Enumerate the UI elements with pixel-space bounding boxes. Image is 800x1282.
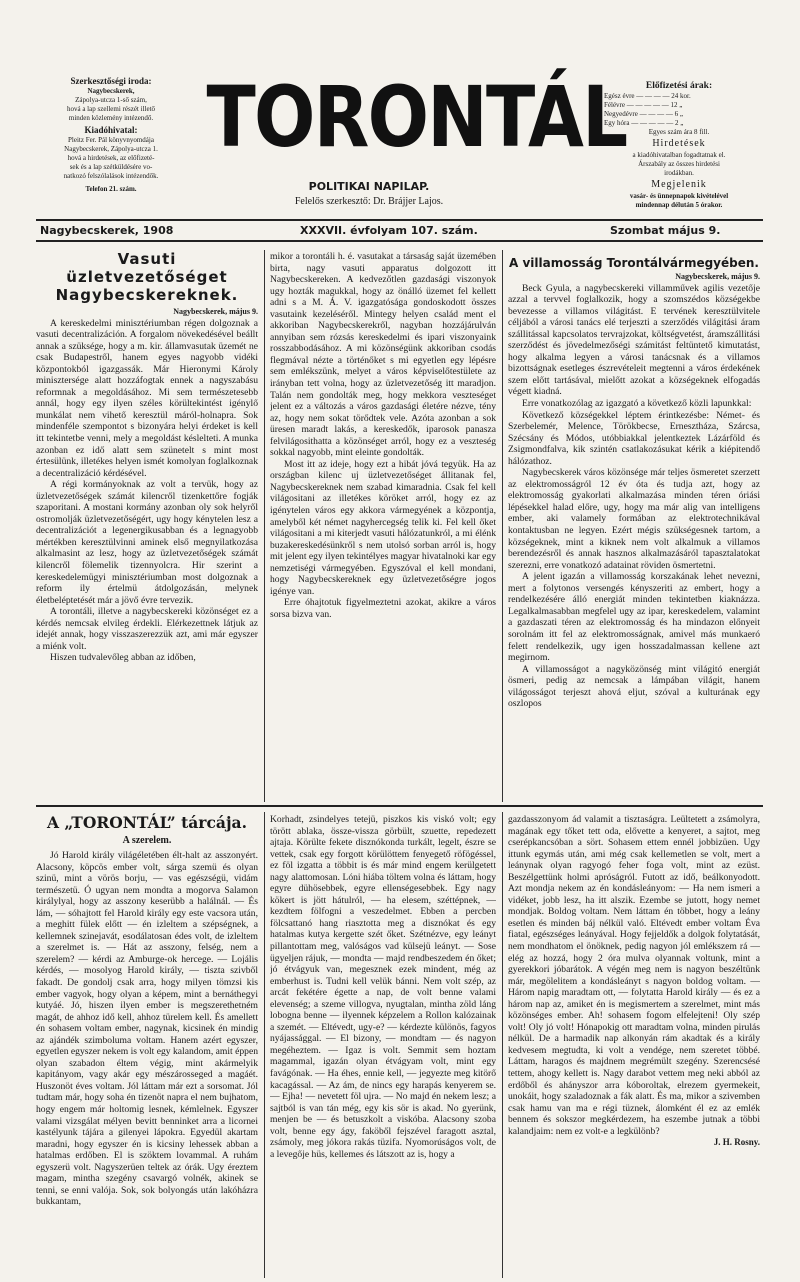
rule-bottom	[36, 240, 763, 242]
dateline-date: Szombat május 9.	[610, 224, 721, 237]
article-electricity-column	[508, 256, 760, 802]
railway-title-line2: Nagybecskereknek.	[55, 286, 239, 304]
subscription-box	[604, 80, 754, 210]
publication-heading: Megjelenik	[651, 179, 707, 190]
electricity-paragraph: Következő községekkel léptem érintkezésbe: Német- és Szerbelemér, Melence, Törökbecse, Ernesztháza, Szárcsa, Szécsány és Módos, utóbbiakkal jelentkeztek Lázárföld és Zsigmondfalva, kik szintén csatlakozásukat kérik a kiépitendő hálózathoz.	[508, 409, 760, 467]
rule-top	[36, 219, 763, 221]
publication-line: mindennap délután 5 órakor.	[635, 201, 723, 209]
price-row: Egész évre — — — — 24 kor.	[604, 92, 691, 100]
publisher-office-heading: Kiadóhivatal:	[84, 125, 138, 135]
feuilleton-paragraph: Korhadt, zsindelyes tetejü, piszkos kis viskó volt; egy törött ablaka, össze-vissza görbült, szuette, repedezett ajtaja. Körülte fekete disznókonda turkált, legelt, észre se vettek, csak egy forgott körülöttem fenyegető röfögéssel, ez föl izgatta a többit is és már mind engem kerülgetett nagy alattomosan. Lóni hiába töltem volna és láttam, hogy egyre dühösebbek, egyre ellenségesebbek. Egy nagy kökert is jött hátulról, — ha elesem, széttépnek, — kezdtem fölfogni a veszedelmet. Ebben a percben fölcsattanó hang riasztotta meg a disznókat és egy hatalmas kutya kergette szét őket. Szétnézve, egy leányt pillantottam meg, valóságos vad külsejü leányt. — Sose ügyeljen rájuk, — mondta — majd rendbeszedem én őket; jó étvágyuk van, megesznek ezek mindent, még az emberhust is. Tudni kell velük bánni. Nem volt szép, az arcát fekétére égette a nap, de volt benne valami elevenség; a szeme villogva, nyugtalan, mintha zöld láng lobogna benne — ilyennek képzelem a Rollon kalózainak a szemét. — Eltévedt, ugy-e? — kérdezte különös, fagyos nyájassággal. — El bizony, — mondtam — és nagyon megéheztem. — Igaz is volt. Semmit sem hoztam magammal, igazán olyan étvágyam volt, mint egy favágónak. — Ha éhes, ennie kell, — jegyezte meg kitörő kacagással. — Az ám, de nincs egy harapás kenyerem se. — Ejha! — nevetett föl ujra. — No majd én nekem lesz; a sajtból is van tán még, egy kis sör is akad. No gyerünk, menjen be — és betuszkolt a viskóba. Alacsony szoba volt, benne egy ágy, faköből fejszével faragott asztal, zsámoly, meg jókora rakás tüzifa. Nyomorúságos volt, de a levegője hüs, kellemes és látszott az is, hogy a	[270, 814, 496, 1160]
price-row: Félévre — — — — — 12 „	[604, 101, 683, 109]
publisher-office-line: Nagybecskerek, Zápolya-utcza 1.	[64, 145, 158, 153]
feuilleton-author: J. H. Rosny.	[713, 1137, 760, 1148]
newspaper-title: TORONTÁL	[206, 68, 627, 166]
subscription-heading: Előfizetési árak:	[645, 81, 713, 91]
editorial-office-line: Nagybecskerek,	[87, 87, 135, 95]
editorial-office-box	[40, 76, 182, 194]
column-divider	[502, 250, 503, 802]
phone-number: Telefon 21. szám.	[85, 185, 137, 193]
dateline-place: Nagybecskerek, 1908	[40, 224, 174, 237]
ads-heading: Hirdetések	[652, 138, 706, 149]
publisher-office-line: natkozó felszólalások intézendők.	[63, 172, 159, 180]
dateline-volume: XXXVII. évfolyam 107. szám.	[300, 224, 478, 237]
column-divider	[264, 250, 265, 802]
railway-title-line1: Vasuti üzletvezetőséget	[66, 250, 228, 286]
feuilleton-column-3	[508, 814, 760, 1278]
price-row: Egy hóra — — — — — 2 „	[604, 119, 684, 127]
ads-line: a kiadóhivatalban fogadtatnak el.	[632, 151, 726, 159]
railway-byline: Nagybecskerek, május 9.	[173, 307, 258, 316]
editorial-office-line: hová a lap szellemi részét illető	[66, 105, 156, 113]
price-row: Negyedévre — — — — 6 „	[604, 110, 683, 118]
editorial-office-line: minden közlemény intézendő.	[68, 114, 154, 122]
feuilleton-title: A „TORONTÁL” tárcája.	[46, 813, 248, 832]
railway-paragraph: mikor a torontáli h. é. vasutakat a társaság saját üzemében birta, nagy vasuti apparatus dolgozott itt Nagybecskereken. A kedvezőtlen gazdasági viszonyok ugy hozták magukkal, hogy az önálló üzemet fel kellett adni s a M. Á. V. igazgatósága gondoskodott összes vasutaink kezeléséről. Mintegy helyen család ment el akkoriban Nagybecskerekről, nagyban hozzájárulván annyiban sem rózsás kereskedelmi és ipari viszonyaink rosszabbodásához. A mi közönségünk akkoriban csodás flegmával nézte a történőket s mi egyetlen egy lépésre sem emlékszünk, melyet a város képviselőtestülete az irányban tett volna, hogy az üzletvezetőség itt maradjon. Talán nem gondolták meg, hogy mekkora veszteséget jelent ez a változás a város gazdasági életére nézve, tény az, hogy nem sokat törődtek vele. Azóta azonban a sok üresen maradt lakás, a kereskedők, iparosok panasza felvilágosithatta a közönséget arról, hogy ez a veszteség sokkal nagyobb, mint eleinte gondolták.	[270, 251, 496, 459]
editorial-office-line: Zápolya-utcza 1-ső szám,	[75, 96, 147, 104]
electricity-paragraph: A jelent igazán a villamosság korszakának lehet nevezni, mert a folytonos versengés kényszeriti az embert, hogy a rendelkezésére álló energiát minden tekintetben kiaknázza. Legalkalmasabban megfelel ugy az ipar, kereskedelem, valamint a gazdaszati téren az elektromosság és ha mindazon előnyeit sorolnám itt fel az elektromosságnak, amivel más munkaeró felett rendelkezik, ugy igen hosszadalmassan kellene azt megirnom.	[508, 571, 760, 664]
electricity-title: A villamosság Torontálvármegyében.	[509, 256, 759, 270]
ads-line: irodákban.	[664, 169, 694, 177]
railway-paragraph: A torontáli, illetve a nagybecskereki közönséget ez a kérdés nemcsak elvileg érdekli. Elérkezettnek látjuk az idejét annak, hogy visszaszerezzük azt, ami már egyszer a miénk volt.	[36, 606, 258, 652]
railway-paragraph: Most itt az ideje, hogy ezt a hibát jóvá tegyük. Ha az országban kilenc uj üzletvezetőséget állitanak fel, Nagybecskereknek nem szabad kimaradnia. Csak fel kell világositani az illetékes köröket arról, hogy ez az igénytelen város egy akkora vármegyének a központja, amelyből két német nagyhercegség telik ki. Fel kell őket világositani a mi kiterjedt vasuti hálózatunkról, a mi élénk buzakereskedésünkről s nem utolsó sorban arról is, hogy mit jelent egy ilyen tekintélyes magyar hivatalnoki kar egy nemzetiségi vármegyében. Egyszóval el kell mondani, hogy Nagybecskereknek egy üzletvezetőségre jogos igénye van.	[270, 458, 496, 597]
electricity-paragraph: Beck Gyula, a nagybecskereki villamművek agilis vezetője azzal a tervvel foglalkozik, hogy a szomszédos községekbe bevezesse a villamos világitást. E tervének keresztülvitele céljából a városi tanács elé terjeszti a szerződés világitási áram szállitással kapcsolatos tervrajzokat, költségvetést, áramszállitási szerződést és jövedelmezőségi számitást feltüntető kimutatást, hogy alkalma legyen a városi tanácsnak és a villamos bizottságnak esetleges észrevételeit megtenni a város érdekének szem előtt tartásával, mielőtt azokat a községeknek elfogadás végett kiadná.	[508, 282, 760, 398]
electricity-paragraph: Nagybecskerek város közönsége már teljes ösmeretet szerzett az elektromosságról 12 év óta és tudja azt, hogy az elektromosság gyakorlati alkalmazása minden téren óriási lépésekkel halad előre, ugy, hogy ma már alig van intelligens ember, aki valamely formában az elektrotechnikával kontaktusban ne legyen. Ezért mégis szükségesnek tartom, a községeknek, mint a kiknek nem volt alkalmuk a villamos berendezésről és annak hasznos alkalmazásáról tapasztalatokat szerezni, erre vonatkozó adatainat röviden ösmertetni.	[508, 467, 760, 571]
publication-line: vasár- és ünnepnapok kivételével	[629, 192, 729, 200]
article-railway-column-2	[270, 251, 496, 793]
electricity-paragraph: A villamosságot a nagyközönség mint világitó energiát ösmeri, pedig az nemcsak a lámpában világit, hanem világosságot terjeszt ahová eljut, szóval a kulturának egy oszlopos	[508, 663, 760, 710]
electricity-paragraph: Erre vonatkozólag az igazgató a következő közli lapunkkal:	[522, 398, 752, 410]
publisher-office-line: hová a hirdetések, az előfizeté-	[67, 154, 155, 162]
article-railway-column-1	[36, 250, 258, 804]
column-divider	[502, 812, 503, 1278]
feuilleton-column-2	[270, 814, 496, 1278]
publisher-office-line: Pleitz Fer. Pál könyvnyomdája	[68, 136, 154, 144]
feuilleton-paragraph: Jó Harold király világéletében élt-halt az asszonyért. Alacsony, köpcös ember volt, sárga szemü és olyan szinü, mint a vörös borju, — vas egészségü, vidám természetü. Ó ugyan nem mondta a mogorva Salamon királylyal, hogy az asszony keserübb a halálnál. — És lám, — sóhajtott fel Harold király egy este vacsora után, a meghitt fülek előtt — én izleltem a szépségnek, a kellemnek szinejavát, esodálatosan édes volt, de izleltem a szerelmet is. — Hát az asszony, felség, nem a szerelem? — kérdi az Amburge-ok hercege. — Lojális kérdés, — mosolyog Harold király, — tiszta szivből fakadt. De gondolj csak arra, hogy milyen tömzsi kis ember vagyok, hogy olyan a képem, mint a bernáthegyi kutyáé. Jó, hiszen ilyen ember is megszerethetném magát, de ahhoz idő kell, ahhoz türelem kell. És amellett én sohasem voltam ember, nagynak, kicsinek én mindig az ajándék szimboluma voltam. Hanem azért egyszer, egyetlen egyszer nekem is volt egy kalandom, amit éppen olyan szabadon éltem végig, mint akármelyik kapitányom, vagy akár egy mészárosseged a magáét. Huszonöt éves voltam. Jól láttam már ezt a sorsomat. Jól tudtam már, hogy soha én tizenöt napra el nem bujhatom, hogy engem már holtomig lesnek, kémlelnek. Egyszer valami vizsgálat mélyen bevitt benninket arra a licornei kastélyunk tájára a gilenyei lápokra. Egyedül akartam maradni, hogy egyszer én is kicsiny lehessek abban a hatalmas erdőben. El is szöktem lovammal. A ruhám egyszerü volt. Nagyszerüen teltek az órák. Ugy éreztem magam, mintha szegény csavargó volnék, akinek se tenni, se enni valója. Sok, sok bolyongás után lakóházra bukkantam,	[36, 850, 258, 1208]
feuilleton-paragraph: gazdasszonyom ád valamit a tisztaságra. Leültetett a zsámolyra, magának egy tőket tett oda, elővette a kenyeret, a sajtot, meg cserépkancsóban a sört. Sohasem ettem ennél jobbizüen. Ugy ittunk egymás után, ami még csak kellemetlen se volt, mert a leánynak olyan ragyogó feher foga volt, mint az ezüst. Beszélgettünk holmi apróságról. Futott az idő, beálkonyodott. Azt mondja nekem az én kondásleányom: — Ha nem ismeri a vidéket, jobb lesz, ha itt alszik. Ezembe se jutott, hogy nemet mondjak. Boldog voltam. Nem láttam én többet, hogy a leány esetlen és minden báj nélkül való. Eltévedt ember voltam Éva fiatal, egészséges leányával. Hogy fejjeldők a dolgok folytatását, nem mondhatom el önöknek, pedig nagyon jól emlékszem rá — elég az hozzá, hogy 2 óra mulva olyannak voltunk, mint a gyerekkori jóbarátok. A végén meg nem is nagyon beszéltünk már, megölelitem a kondásleányt s nagyon boldog voltam. — Három napig maradtam ott, — folytatta Harold király — és ez a három nap az, amiket én is megismertem a szerelmet, mint más közönséges ember. Ah! sohasem fogom elfelejteni! Oly szép volt! Oly jó volt! Hónapokig ott maradtam volna, minden pirulás nélkül. De a harmadik nap alkonyán rám akadtak és a király kedvesem megtudta, ki volt a vendége, nem szeretet többé. Láttam, haragos és majdnem megrémült szegény. Szerencsésé tettem, ahogy kellett is. Nagy darabot vettem meg neki abból az erdőből és ahányszor arra kóboroltak, elrezem gyermekeit, unokáit, hogy szaladoznak a fák alatt. És ma, mikor a szivemben csak hamu van ma e régi tüznek, álomként él ez az emlék bennem és sokszor megkérdezem, ha eszembe jutnak a többi kalandjaim: nem ez volt-e a legkülönb?	[508, 814, 760, 1137]
editorial-office-heading: Szerkesztőségi iroda:	[70, 76, 152, 86]
editor-line: Felelős szerkesztő: Dr. Brájjer Lajos.	[294, 196, 444, 207]
column-divider	[264, 812, 265, 1278]
railway-paragraph: Hiszen tudvalevőleg abban az időben,	[50, 652, 196, 664]
railway-paragraph: Erre óhajtotuk figyelmeztetni azokat, akikre a város sorsa bizva van.	[270, 597, 496, 620]
publisher-office-line: sek és a lap szétküldésére vo-	[69, 163, 153, 171]
feuilleton-column-1	[36, 812, 258, 1278]
electricity-byline: Nagybecskerek, május 9.	[675, 272, 760, 281]
newspaper-subtitle: POLITIKAI NAPILAP.	[308, 180, 430, 193]
railway-paragraph: A régi kormányoknak az volt a tervük, hogy az üzletvezetőségek számát kilencről tizenkettőre fogják szaporitani. A mostani kormány azonban oly sok helyről ostromolják üzletvezetőségért, ugy hogy kénytelen lesz a decentralizációt a legenergikusabban és a legnagyobb mértékben keresztülvinni aminek első megnyilatkozása alkalmasint az lesz, hogy az üzletvezetőségek számát kilencről fölemelik tizennyolcra. Hir szerint a kereskedelemügyi minisztériumban most dolgoznak a reform ily értelmü átdolgozásán, melynek életbeléptetését már a jövő évre tervezik.	[36, 479, 258, 606]
feuilleton-subtitle: A szerelem.	[122, 835, 172, 846]
price-row: Egyes szám ára 8 fill.	[648, 128, 710, 136]
railway-paragraph: A kereskedelmi minisztériumban régen dolgoznak a vasuti decentralizáción. A forgalom növekedésével beállt annak a szüksége, hogy a m. kir. államvasutak üzemét ne csak Budapestről, hanem egyes nagyobb vidéki központokból igazgassák. Már Hieronymi Károly minisztersége alatt hozzáfogtak ennek a nagyszabásu reformnak a megoldásához. Mi sem természetesebb annál, hogy egy ilyen széles körültekintést igénylő munkálat nem vihető keresztül máról-holnapra. Sok mindenféle szempontot s bizonyára helyi érdeket is kell itt tekintetbe venni, mely a megoldást késlelteti. A munka azonban ez idő alatt sem szünetelt s mint most értesülünk, illetékes helyen ismét komolyan foglalkoznak a decentralizáció kérdésével.	[36, 317, 258, 479]
ads-line: Árszabály az összes hirdetési	[638, 160, 720, 168]
feuilleton-rule	[36, 805, 763, 807]
